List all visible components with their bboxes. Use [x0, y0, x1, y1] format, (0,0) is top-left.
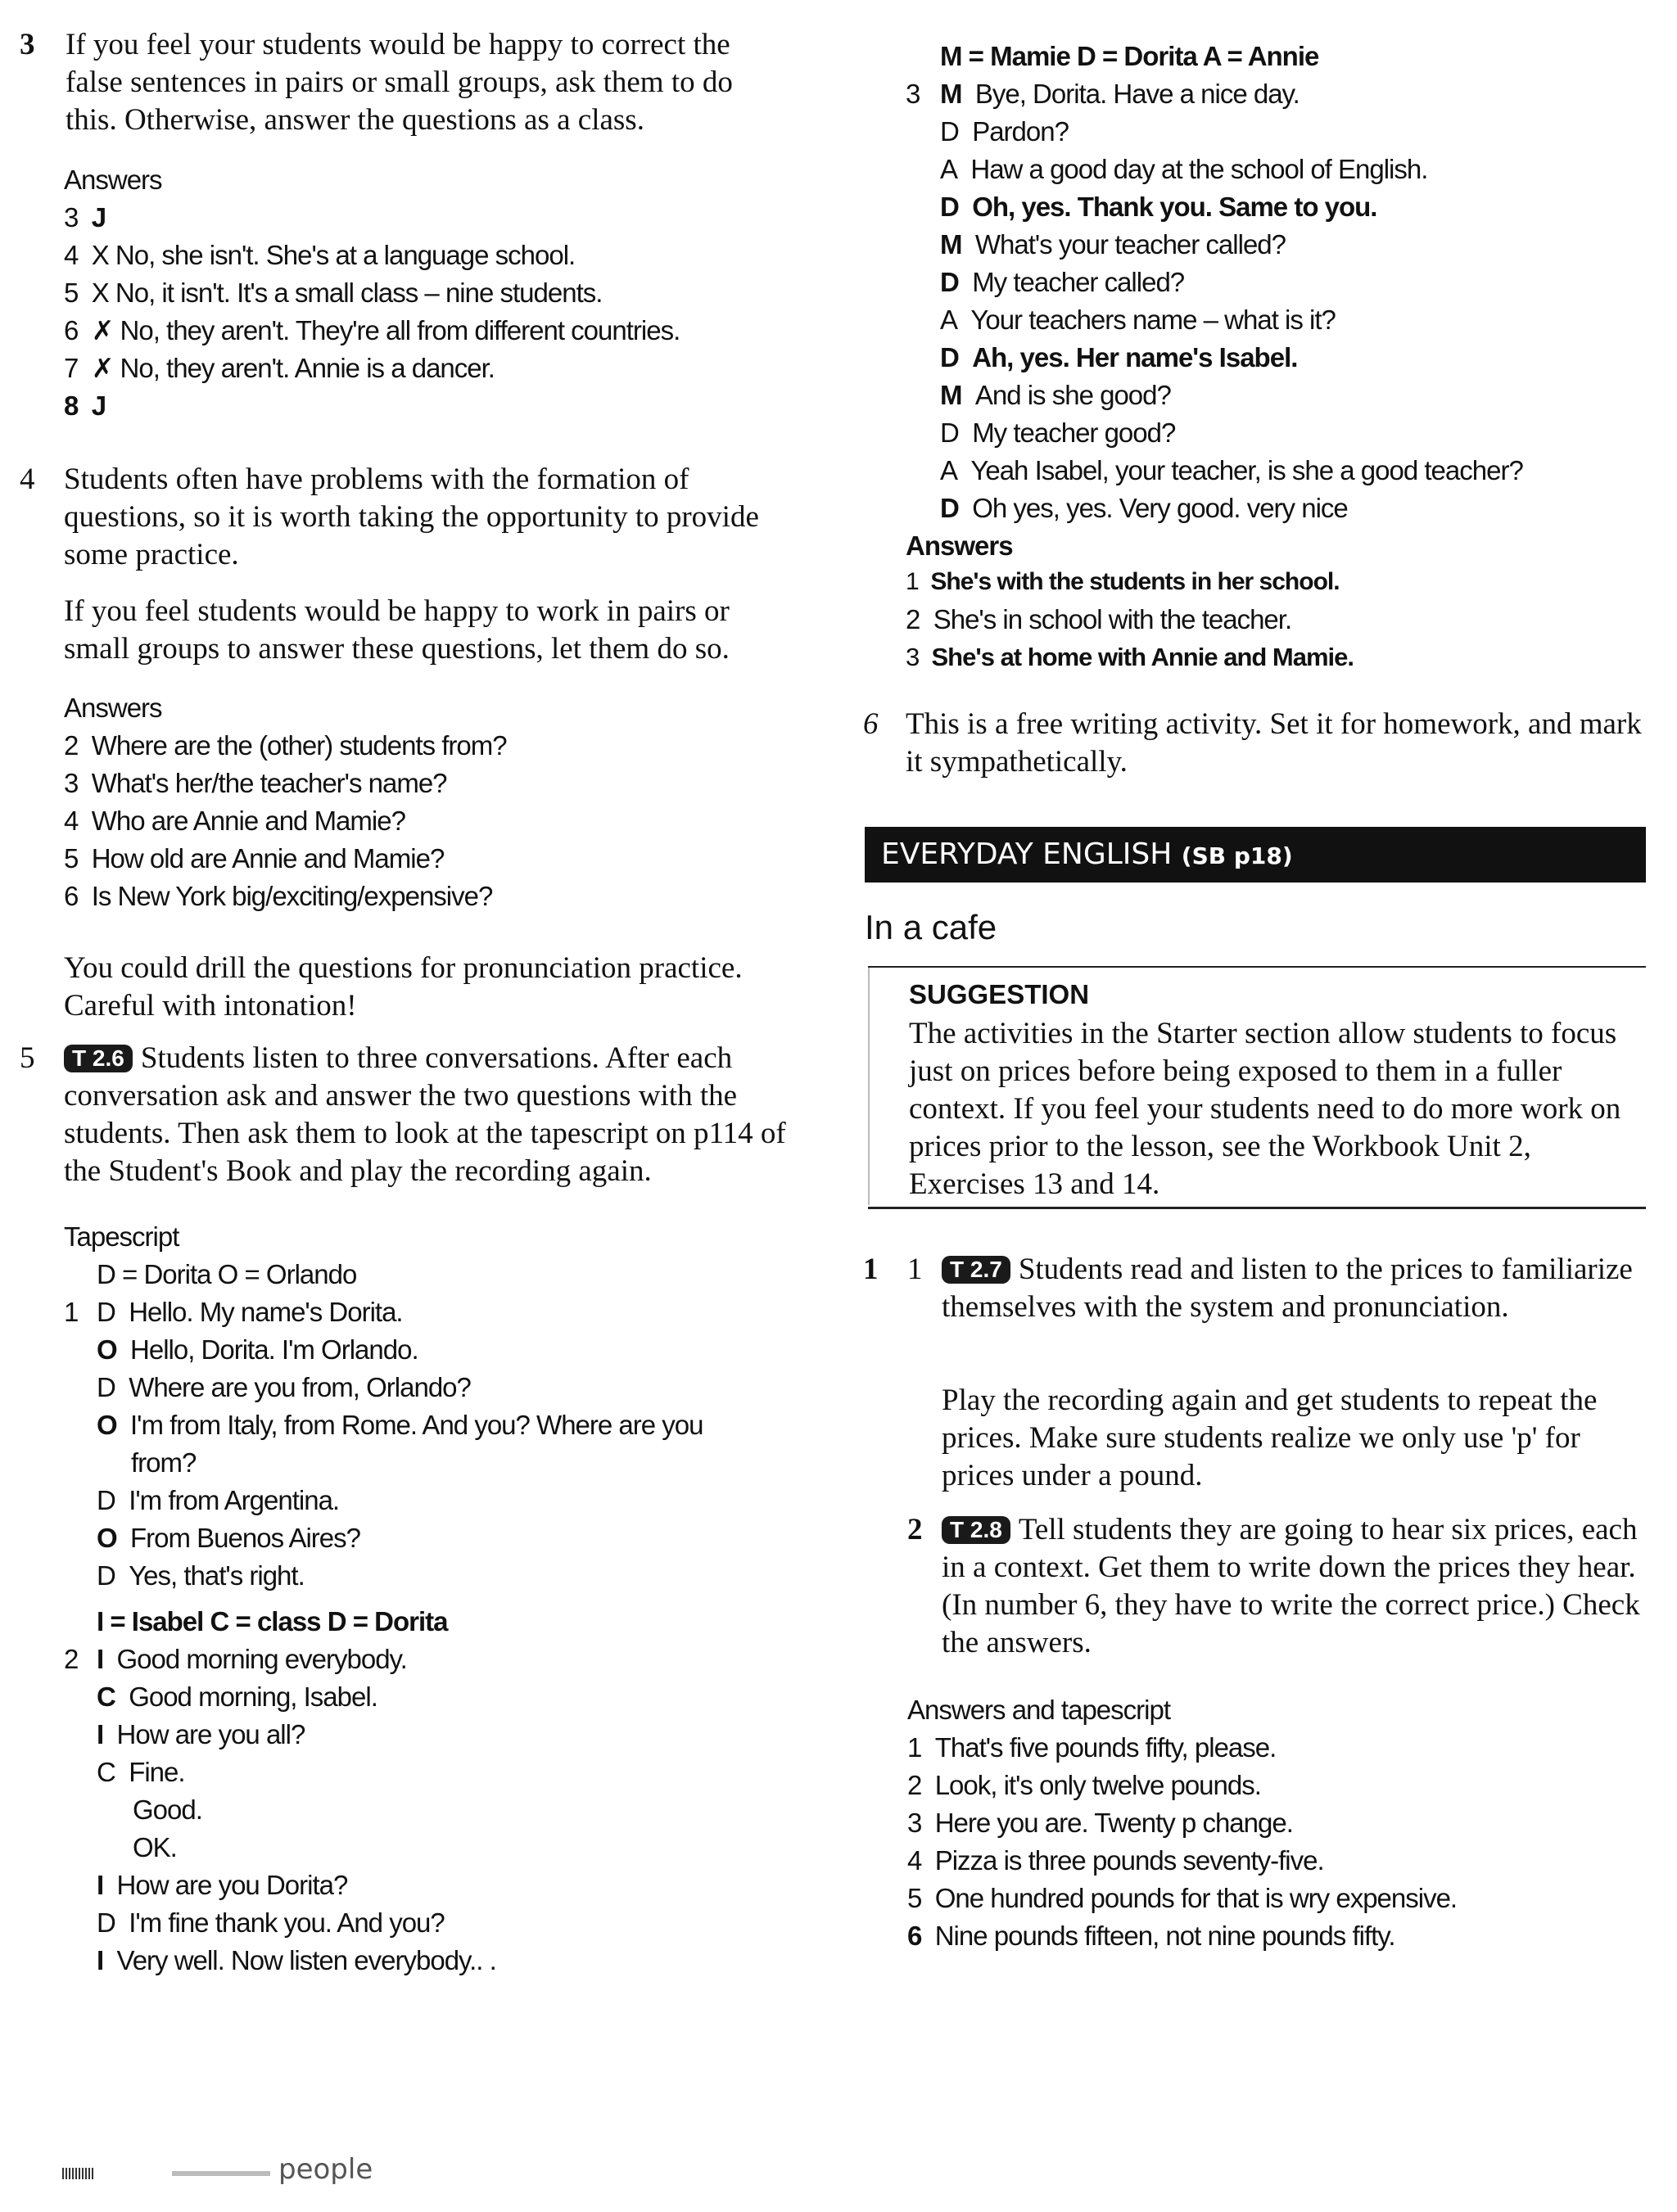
answer-item: 4 Pizza is three pounds seventy-five. [907, 1845, 1324, 1876]
answer-item: 4 X No, she isn't. She's at a language school. [64, 240, 576, 270]
answer-item: 2 Where are the (other) students from? [64, 730, 507, 761]
dialogue-line: D Pardon? [940, 116, 1069, 147]
dialogue-line: M What's your teacher called? [940, 229, 1286, 260]
dialogue-line: D I'm from Argentina. [97, 1485, 340, 1515]
dialogue-line: A Yeah Isabel, your teacher, is she a good teacher? [940, 455, 1523, 485]
dialogue-line: from? [131, 1447, 197, 1478]
answer-item: 3 She's at home with Annie and Mamie. [906, 643, 1354, 671]
answers-heading: Answers [64, 165, 162, 195]
answer-item: 5 X No, it isn't. It's a small class – nine students. [64, 278, 603, 308]
dialogue-line: C Fine. [97, 1757, 185, 1787]
answer-item: 2 Look, it's only twelve pounds. [907, 1770, 1261, 1800]
dialogue-line: I How are you all? [97, 1719, 305, 1749]
exercise-1-1-text: T 2.7 Students read and listen to the prices to familiarize themselves with the system and pronunciation. [942, 1253, 1633, 1324]
exercise-1-1-number: 1 [907, 1253, 923, 1286]
dialogue-line: Good. [133, 1794, 202, 1825]
dialogue-line: I How are you Dorita? [97, 1870, 348, 1900]
answer-item: 7 ✗ No, they aren't. Annie is a dancer. [64, 353, 495, 383]
dialogue-line: O I'm from Italy, from Rome. And you? Where are you [97, 1410, 703, 1440]
conversation-number: 3 [906, 79, 920, 109]
answer-item: 6 ✗ No, they aren't. They're all from different countries. [64, 315, 680, 345]
dialogue-line: O Hello, Dorita. I'm Orlando. [97, 1334, 418, 1365]
section-5-number: 5 [20, 1041, 35, 1075]
answer-item: 6 Nine pounds fifteen, not nine pounds fifty. [907, 1921, 1395, 1951]
suggestion-top-rule [868, 966, 1646, 968]
suggestion-heading: SUGGESTION [909, 979, 1090, 1009]
exercise-1-2-number: 2 [907, 1513, 923, 1546]
section-6-number: 6 [863, 707, 879, 741]
section-5-text: T 2.6 Students listen to three conversations. After each conversation ask and answer the two questions with the students. Then ask them to look at the tapescript on p114 of the Student's Book and play the recording again. [64, 1041, 786, 1188]
answer-item: 1 She's with the students in her school. [906, 568, 1340, 595]
answer-item: 5 How old are Annie and Mamie? [64, 843, 445, 874]
dialogue-line: D Yes, that's right. [97, 1560, 305, 1591]
answer-item: 2 She's in school with the teacher. [906, 604, 1292, 634]
suggestion-bottom-rule [868, 1207, 1646, 1209]
answer-item: 4 Who are Annie and Mamie? [64, 806, 405, 836]
conversation-number: 1 [64, 1297, 79, 1327]
answer-item: 3 J [64, 202, 106, 232]
section-4-paragraph-2: If you feel students would be happy to work in pairs or small groups to answer these questions, let them do so. [64, 594, 730, 666]
track-badge: T 2.6 [64, 1045, 133, 1072]
track-badge: T 2.7 [942, 1256, 1010, 1284]
suggestion-text: The activities in the Starter section allow students to focus just on prices before being exposed to them in a fuller context. If you feel your students need to do more work on prices prior to the lesson, see the Workbook Unit 2, Exercises 13 and 14. [909, 1017, 1621, 1201]
dialogue-line: I Good morning everybody. [97, 1644, 407, 1674]
speaker-key: I = Isabel C = class D = Dorita [97, 1606, 448, 1636]
answers-heading: Answers [64, 693, 162, 723]
section-3-number: 3 [20, 28, 35, 61]
suggestion-side-rule [868, 968, 870, 1205]
exercise-1-number: 1 [863, 1253, 879, 1286]
speaker-key: M = Mamie D = Dorita A = Annie [940, 41, 1319, 71]
section-4-number: 4 [20, 463, 35, 496]
dialogue-line: D My teacher good? [940, 418, 1176, 448]
track-badge: T 2.8 [942, 1516, 1010, 1544]
dialogue-line: D Ah, yes. Her name's Isabel. [940, 342, 1298, 372]
answers-heading: Answers [906, 530, 1013, 561]
dialogue-line: D Where are you from, Orlando? [97, 1372, 471, 1402]
dialogue-line: I Very well. Now listen everybody.. . [97, 1945, 496, 1975]
drill-note: You could drill the questions for pronunciation practice. Careful with intonation! [64, 951, 743, 1022]
dialogue-line: D Hello. My name's Dorita. [97, 1297, 403, 1327]
section-subtitle: In a cafe [865, 908, 997, 946]
dialogue-line: D My teacher called? [940, 267, 1185, 297]
answer-item: 3 Here you are. Twenty p change. [907, 1808, 1293, 1838]
section-4-paragraph-1: Students often have problems with the formation of questions, so it is worth taking the opportunity to provide some practice. [64, 463, 759, 571]
dialogue-line: M Bye, Dorita. Have a nice day. [940, 79, 1300, 109]
everyday-english-banner: EVERYDAY ENGLISH (SB p18) [865, 827, 1646, 883]
dialogue-line: C Good morning, Isabel. [97, 1682, 377, 1712]
dialogue-line: A Haw a good day at the school of English. [940, 154, 1428, 184]
dialogue-line: D Oh yes, yes. Very good. very nice [940, 493, 1348, 523]
footer-text: people [278, 2153, 373, 2186]
section-3-text: If you feel your students would be happy to correct the false sentences in pairs or small groups, ask them to do this. Otherwise, answer the questions as a class. [66, 28, 733, 137]
dialogue-line: O From Buenos Aires? [97, 1523, 360, 1553]
answer-item: 6 Is New York big/exciting/expensive? [64, 881, 493, 911]
exercise-1-2-text: T 2.8 Tell students they are going to hear six prices, each in a context. Get them to write down the prices they hear. (In number 6, they have to write the correct price.) Check the answers. [942, 1513, 1640, 1659]
answer-item: 1 That's five pounds fifty, please. [907, 1732, 1277, 1763]
dialogue-line: OK. [133, 1832, 177, 1862]
answer-item: 8 J [64, 390, 106, 421]
dialogue-line: M And is she good? [940, 380, 1171, 410]
dialogue-line: D I'm fine thank you. And you? [97, 1907, 445, 1938]
speaker-key: D = Dorita O = Orlando [97, 1259, 357, 1289]
tapescript-heading: Tapescript [64, 1221, 179, 1252]
barcode-mark [62, 2168, 95, 2179]
section-6-text: This is a free writing activity. Set it for homework, and mark it sympathetically. [906, 707, 1642, 779]
answer-item: 5 One hundred pounds for that is wry expensive. [907, 1883, 1458, 1913]
conversation-number: 2 [64, 1644, 79, 1674]
dialogue-line: D Oh, yes. Thank you. Same to you. [940, 192, 1377, 222]
answer-item: 3 What's her/the teacher's name? [64, 768, 447, 798]
answers-tapescript-heading: Answers and tapescript [907, 1695, 1171, 1725]
exercise-1-1-paragraph-2: Play the recording again and get students to repeat the prices. Make sure students realize we only use 'p' for prices under a pound. [942, 1384, 1598, 1492]
footer-smudge [172, 2171, 270, 2176]
dialogue-line: A Your teachers name – what is it? [940, 305, 1336, 335]
